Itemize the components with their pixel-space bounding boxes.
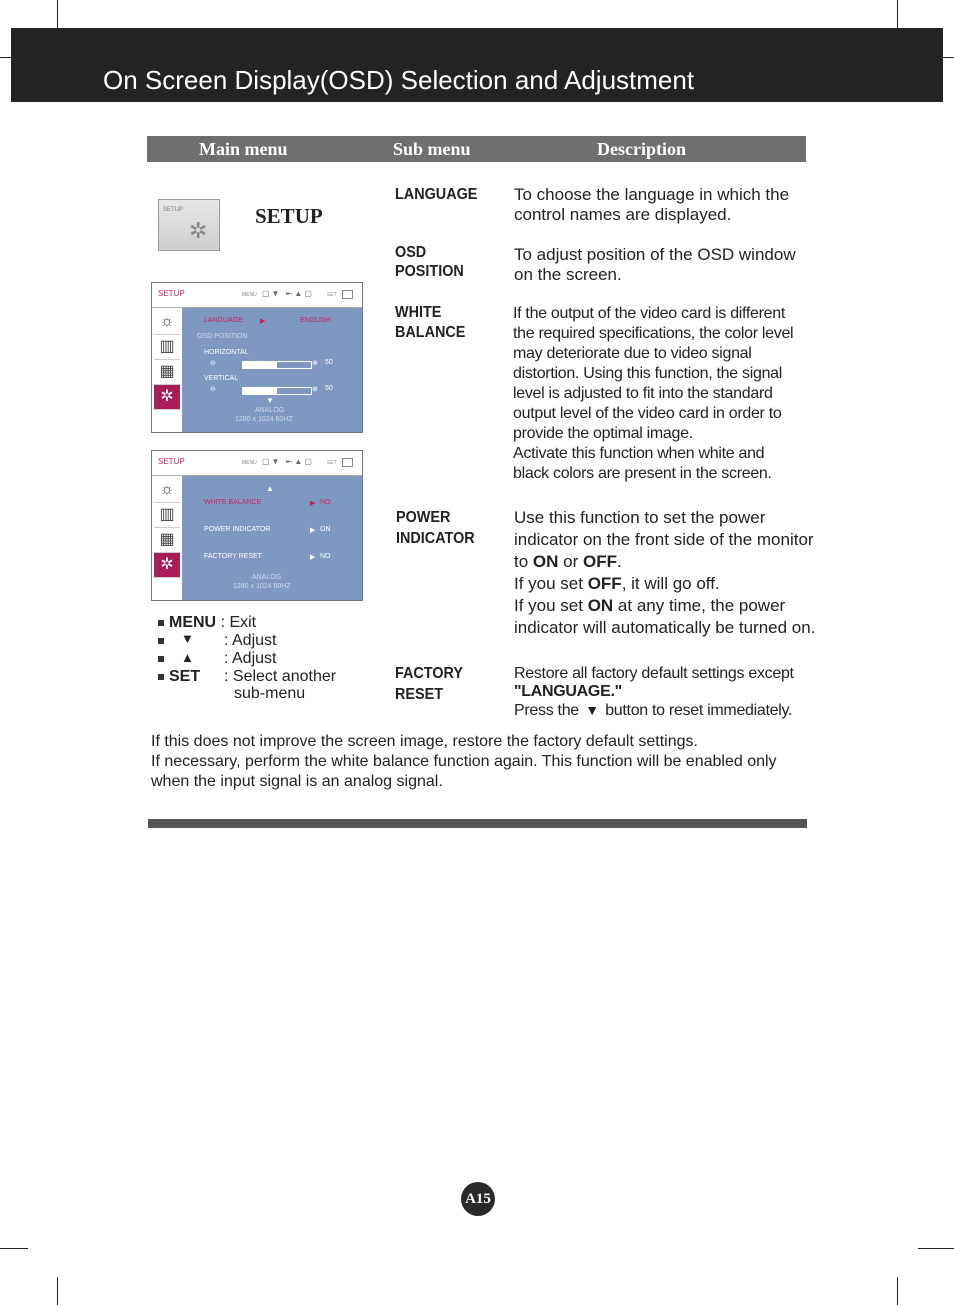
white-balance-line: the required specifications, the color level (513, 325, 794, 342)
crop-mark (943, 57, 954, 58)
osd-white-balance-value: NO (320, 499, 331, 506)
osd-language-label: LANGUAGE (204, 317, 243, 324)
crop-mark (918, 1248, 954, 1249)
gear-icon: ✲ (189, 218, 208, 243)
osd-screen-position (151, 282, 363, 433)
white-balance-line: Activate this function when white and (513, 445, 765, 462)
osd-main-panel (182, 476, 362, 600)
crop-mark (0, 1248, 28, 1249)
osd-plus-icon: ⊕ (312, 386, 318, 393)
color-icon: ▥ (154, 335, 180, 360)
factory-line-3: Press the ▼ button to reset immediately. (514, 702, 793, 719)
osd-power-indicator-value: ON (320, 526, 331, 533)
osd-position-desc-1: To adjust position of the OSD window (514, 245, 796, 264)
osd-signal: ANALOG (255, 407, 285, 414)
footnote-line-2: If necessary, perform the white balance function again. This function will be enabled only (151, 753, 777, 770)
power-line-5: If you set ON at any time, the power (514, 596, 786, 615)
osd-sidebar (152, 476, 182, 600)
osd-up-arrow-icon: ▲ (266, 484, 274, 493)
setup-gear-icon: ✲ (154, 553, 180, 578)
footnote-line-3: when the input signal is an analog signal. (151, 773, 443, 790)
page-number: A15 (461, 1182, 495, 1216)
legend-set-desc: : Select another (224, 668, 337, 685)
legend-menu: MENU : Exit (158, 614, 256, 632)
picture-icon: ☼ (154, 478, 180, 503)
language-desc-1: To choose the language in which the (514, 185, 790, 204)
osd-factory-reset-label: FACTORY RESET (204, 553, 262, 560)
osd-horizontal-label: HORIZONTAL (204, 349, 249, 356)
legend-up-desc: : Adjust (224, 650, 277, 667)
bullet-icon (158, 656, 164, 662)
color-icon: ▥ (154, 503, 180, 528)
legend-set: SET (158, 668, 200, 686)
osd-plus-icon: ⊕ (312, 360, 318, 367)
osd-language-value: ENGLISH (300, 317, 331, 324)
white-balance-line: provide the optimal image. (513, 425, 693, 442)
footnote-line-1: If this does not improve the screen image, restore the factory default settings. (151, 733, 698, 750)
white-balance-line: If the output of the video card is different (513, 305, 786, 322)
osd-set-key: SET (327, 292, 337, 298)
factory-reset-desc (514, 665, 794, 720)
osd-title: SETUP (158, 457, 185, 466)
osd-resolution: 1280 x 1024 60HZ (235, 416, 293, 423)
power-line-6: indicator will automatically be turned on. (514, 618, 816, 637)
osd-signal: ANALOG (252, 574, 282, 581)
osd-menu-key: MENU (242, 292, 257, 298)
osd-arrow-icon: ▶ (310, 500, 316, 507)
thumb-label: SETUP (163, 207, 184, 213)
osd-nav-icons: ▢▼ ⇤▲▢ (262, 457, 314, 466)
osd-top-bar (152, 451, 362, 476)
power-line-3: to ON or OFF. (514, 552, 622, 571)
description-header: Description (597, 139, 686, 159)
main-menu-header: Main menu (199, 139, 288, 159)
osd-set-icon (342, 290, 353, 299)
osd-factory-reset-value: NO (320, 553, 331, 560)
power-line-2: indicator on the front side of the monitor (514, 530, 814, 549)
submenu-reset: RESET (395, 686, 444, 703)
power-line-4: If you set OFF, it will go off. (514, 574, 720, 593)
submenu-balance: BALANCE (395, 324, 466, 341)
vertical-slider-fill (243, 388, 277, 394)
white-balance-line: black colors are present in the screen. (513, 465, 772, 482)
crop-mark (0, 57, 11, 58)
bottom-rule (148, 819, 807, 828)
submenu-factory: FACTORY (395, 665, 464, 682)
white-balance-line: output level of the video card in order to (513, 405, 782, 422)
bullet-icon (158, 674, 164, 680)
white-balance-desc (513, 304, 793, 484)
white-balance-line: distortion. Using this function, the signal (513, 365, 783, 382)
factory-line-1: Restore all factory default settings except (514, 665, 794, 682)
osd-white-balance-label: WHITE BALANCE (204, 499, 262, 506)
white-balance-line: level is adjusted to fit into the standard (513, 385, 773, 402)
submenu-osd: OSD (395, 244, 427, 261)
legend-down (158, 632, 169, 650)
setup-thumbnail (158, 199, 220, 251)
submenu-indicator: INDICATOR (396, 530, 475, 547)
tracking-icon: ▦ (154, 360, 180, 385)
white-balance-line: may deteriorate due to video signal (513, 345, 752, 362)
osd-arrow-icon: ▶ (260, 318, 266, 325)
osd-vertical-label: VERTICAL (204, 375, 239, 382)
power-indicator-desc (514, 507, 815, 639)
factory-line-2: "LANGUAGE." (514, 683, 622, 700)
crop-mark (897, 1277, 898, 1305)
horizontal-slider (242, 361, 312, 369)
osd-resolution: 1280 x 1024 60HZ (233, 583, 291, 590)
osd-position-desc-2: on the screen. (514, 265, 622, 284)
submenu-position: POSITION (395, 263, 464, 280)
crop-mark (897, 0, 898, 28)
down-arrow-icon: ▼ (181, 631, 194, 646)
horizontal-slider-fill (243, 362, 277, 368)
page-title: On Screen Display(OSD) Selection and Adjustment (103, 65, 695, 95)
setup-title: SETUP (255, 204, 323, 228)
tracking-icon: ▦ (154, 528, 180, 553)
power-line-1: Use this function to set the power (514, 508, 766, 527)
down-arrow-icon: ▼ (585, 702, 599, 718)
language-desc-2: control names are displayed. (514, 205, 732, 224)
osd-vertical-value: 50 (325, 385, 333, 392)
osd-down-arrow-icon: ▼ (266, 396, 274, 405)
osd-set-icon (342, 458, 353, 467)
osd-menu-key: MENU (242, 460, 257, 466)
submenu-power: POWER (396, 509, 451, 526)
legend-down-desc: : Adjust (224, 632, 277, 649)
osd-horizontal-value: 50 (325, 359, 333, 366)
osd-arrow-icon: ▶ (310, 527, 316, 534)
osd-screen-setup (151, 450, 363, 601)
osd-set-key: SET (327, 460, 337, 466)
vertical-slider (242, 387, 312, 395)
crop-mark (57, 0, 58, 28)
legend-set-desc-2: sub-menu (234, 685, 306, 702)
osd-nav-icons: ▢▼ ⇤▲▢ (262, 289, 314, 298)
setup-gear-icon: ✲ (154, 385, 180, 410)
picture-icon: ☼ (154, 310, 180, 335)
submenu-white: WHITE (395, 304, 442, 321)
osd-title: SETUP (158, 289, 185, 298)
osd-top-bar (152, 283, 362, 308)
bullet-icon (158, 638, 164, 644)
osd-main-panel (182, 308, 362, 432)
submenu-language: LANGUAGE (395, 186, 478, 203)
sub-menu-header: Sub menu (393, 139, 471, 159)
up-arrow-icon: ▲ (181, 650, 194, 665)
osd-arrow-icon: ▶ (310, 554, 316, 561)
osd-position-label: OSD POSITION (197, 333, 248, 340)
osd-minus-icon: ⊖ (210, 386, 216, 393)
crop-mark (57, 1277, 58, 1305)
legend-up (158, 650, 169, 668)
osd-minus-icon: ⊖ (210, 360, 216, 367)
table-header (147, 136, 806, 162)
bullet-icon (158, 620, 164, 626)
osd-power-indicator-label: POWER INDICATOR (204, 526, 271, 533)
osd-sidebar (152, 308, 182, 432)
